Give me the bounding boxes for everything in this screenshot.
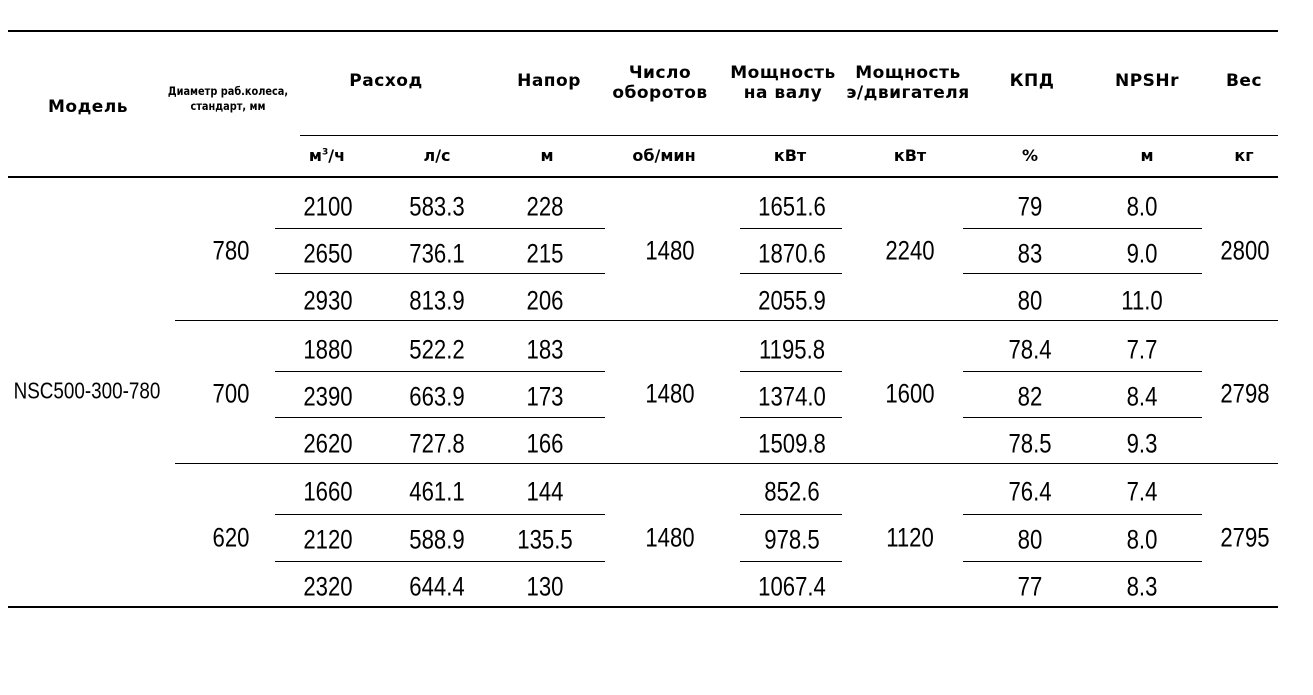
cell-flow-m3h: 2620 <box>303 428 353 459</box>
row-divider <box>963 371 1202 372</box>
row-divider <box>963 417 1202 418</box>
cell-flow-ls: 461.1 <box>409 476 465 507</box>
cell-head: 166 <box>526 428 564 459</box>
header-motor-power: Мощность э/двигателя <box>846 63 970 103</box>
cell-diameter: 780 <box>212 235 250 266</box>
cell-motor-power: 1120 <box>886 522 934 553</box>
cell-diameter: 700 <box>212 378 250 409</box>
cell-head: 183 <box>526 334 564 365</box>
cell-weight: 2800 <box>1220 235 1270 266</box>
row-divider <box>740 228 842 229</box>
cell-flow-ls: 727.8 <box>409 428 465 459</box>
cell-head: 173 <box>526 381 564 412</box>
cell-npshr: 8.3 <box>1126 571 1158 602</box>
bottom-rule <box>8 606 1278 608</box>
header-efficiency: КПД <box>1009 71 1055 91</box>
units-rule <box>300 135 1278 136</box>
cell-flow-ls: 583.3 <box>409 191 465 222</box>
cell-efficiency: 82 <box>1017 381 1043 412</box>
cell-flow-ls: 644.4 <box>409 571 465 602</box>
cell-efficiency: 80 <box>1017 285 1043 316</box>
row-divider <box>275 561 605 562</box>
cell-flow-m3h: 2120 <box>303 524 353 555</box>
cell-efficiency: 83 <box>1017 238 1043 269</box>
row-divider <box>275 273 605 274</box>
cell-flow-m3h: 2930 <box>303 285 353 316</box>
row-divider <box>740 561 842 562</box>
cell-weight: 2795 <box>1220 522 1270 553</box>
unit-npshr: м <box>1140 146 1154 165</box>
cell-flow-ls: 522.2 <box>409 334 465 365</box>
cell-flow-m3h: 2320 <box>303 571 353 602</box>
unit-head: м <box>540 146 554 165</box>
header-shaft-power: Мощность на валу <box>730 63 836 103</box>
cell-npshr: 9.0 <box>1126 238 1158 269</box>
header-head: Напор <box>517 71 581 91</box>
unit-speed: об/мин <box>632 146 696 165</box>
header-speed: Число оборотов <box>612 63 708 103</box>
row-divider <box>275 371 605 372</box>
cell-speed: 1480 <box>645 235 695 266</box>
cell-npshr: 9.3 <box>1126 428 1158 459</box>
header-impeller: Диаметр раб.колеса, стандарт, мм <box>167 84 289 113</box>
cell-flow-ls: 736.1 <box>409 238 465 269</box>
cell-shaft-power: 2055.9 <box>758 285 826 316</box>
row-divider <box>740 371 842 372</box>
cell-shaft-power: 978.5 <box>764 524 820 555</box>
row-divider <box>740 417 842 418</box>
header-bottom-rule <box>8 176 1278 178</box>
cell-flow-m3h: 1660 <box>303 476 353 507</box>
cell-head: 215 <box>526 238 564 269</box>
cell-shaft-power: 852.6 <box>764 476 820 507</box>
model-name: NSC500-300-780 <box>13 377 161 404</box>
cell-flow-ls: 588.9 <box>409 524 465 555</box>
cell-head: 130 <box>526 571 564 602</box>
cell-weight: 2798 <box>1220 378 1270 409</box>
row-divider <box>963 514 1202 515</box>
cell-diameter: 620 <box>212 522 250 553</box>
cell-efficiency: 77 <box>1017 571 1043 602</box>
cell-efficiency: 80 <box>1017 524 1043 555</box>
cell-efficiency: 79 <box>1017 191 1043 222</box>
group-rule-2 <box>175 463 1278 464</box>
unit-efficiency: % <box>1021 146 1039 165</box>
header-npshr: NPSHr <box>1114 71 1180 91</box>
cell-head: 144 <box>526 476 564 507</box>
unit-flow-m3h: $м^3/ч$ <box>308 146 346 165</box>
row-divider <box>275 228 605 229</box>
cell-flow-m3h: 1880 <box>303 334 353 365</box>
cell-motor-power: 2240 <box>885 235 935 266</box>
cell-flow-ls: 813.9 <box>409 285 465 316</box>
top-rule <box>8 30 1278 32</box>
unit-flow-ls: л/с <box>423 146 451 165</box>
group-rule-1 <box>175 320 1278 321</box>
cell-head: 228 <box>526 191 564 222</box>
row-divider <box>275 417 605 418</box>
cell-npshr: 7.7 <box>1126 334 1158 365</box>
cell-speed: 1480 <box>645 522 695 553</box>
row-divider <box>275 514 605 515</box>
unit-weight: кг <box>1234 146 1254 165</box>
row-divider <box>740 514 842 515</box>
cell-flow-m3h: 2390 <box>303 381 353 412</box>
cell-shaft-power: 1870.6 <box>758 238 826 269</box>
cell-efficiency: 76.4 <box>1008 476 1052 507</box>
cell-shaft-power: 1509.8 <box>758 428 826 459</box>
cell-speed: 1480 <box>645 378 695 409</box>
row-divider <box>963 228 1202 229</box>
unit-shaft-power: кВт <box>773 146 807 165</box>
cell-flow-ls: 663.9 <box>409 381 465 412</box>
cell-npshr: 8.4 <box>1126 381 1158 412</box>
cell-npshr: 11.0 <box>1121 285 1163 316</box>
cell-shaft-power: 1651.6 <box>758 191 826 222</box>
row-divider <box>963 561 1202 562</box>
row-divider <box>963 273 1202 274</box>
cell-npshr: 8.0 <box>1126 524 1158 555</box>
cell-shaft-power: 1374.0 <box>758 381 826 412</box>
header-flow: Расход <box>349 71 423 91</box>
cell-shaft-power: 1067.4 <box>758 571 826 602</box>
cell-shaft-power: 1195.8 <box>758 334 826 365</box>
cell-npshr: 8.0 <box>1126 191 1158 222</box>
cell-flow-m3h: 2100 <box>303 191 353 222</box>
cell-efficiency: 78.5 <box>1008 428 1052 459</box>
unit-motor-power: кВт <box>893 146 927 165</box>
cell-head: 206 <box>526 285 564 316</box>
cell-flow-m3h: 2650 <box>303 238 353 269</box>
cell-motor-power: 1600 <box>885 378 935 409</box>
cell-head: 135.5 <box>517 524 573 555</box>
cell-npshr: 7.4 <box>1126 476 1158 507</box>
cell-efficiency: 78.4 <box>1008 334 1052 365</box>
row-divider <box>740 273 842 274</box>
header-model: Модель <box>47 97 129 117</box>
header-weight: Вес <box>1225 71 1263 91</box>
